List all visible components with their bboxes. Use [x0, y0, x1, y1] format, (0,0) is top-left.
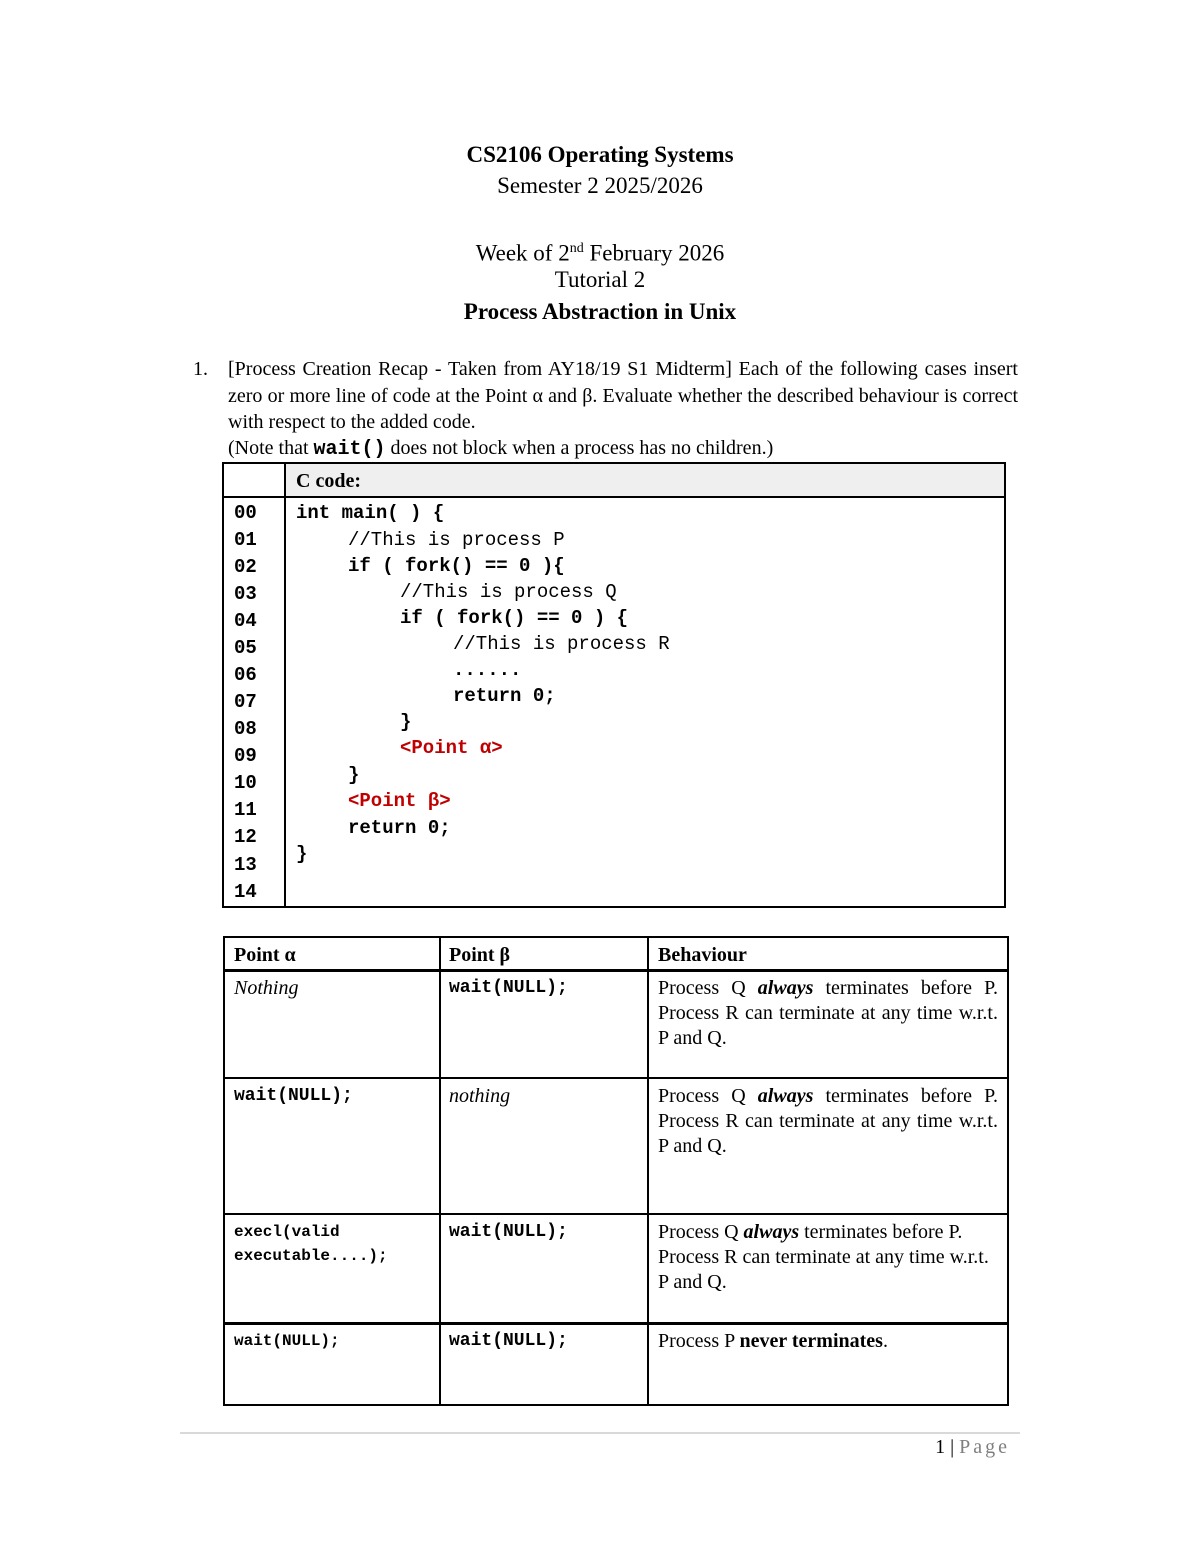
row2-behaviour [658, 1084, 998, 1159]
row-divider [225, 969, 1007, 972]
code-line: if ( fork() == 0 ) { [400, 607, 629, 629]
question-note [228, 435, 1018, 463]
code-line: } [400, 711, 412, 733]
line-number: 09 [234, 745, 257, 767]
week-suffix: February 2026 [583, 240, 725, 266]
course-title: CS2106 Operating Systems [466, 142, 734, 167]
note-prefix: (Note that [228, 437, 314, 459]
note-code: wait() [313, 438, 386, 461]
code-header-label: C code: [296, 470, 361, 492]
topic-title: Process Abstraction in Unix [463, 299, 737, 324]
line-number: 14 [234, 881, 257, 903]
header-point-alpha: Point α [234, 944, 296, 966]
week-sup: nd [569, 241, 584, 256]
code-line: return 0; [348, 817, 451, 839]
week-line [0, 235, 1200, 267]
code-comment: //This is process R [453, 633, 670, 655]
row3-beta: wait(NULL); [449, 1222, 568, 1242]
row3-behaviour [658, 1220, 998, 1295]
line-number-column [224, 498, 286, 906]
behaviour-text: . [882, 1330, 888, 1352]
behaviour-text: terminates before P. Process R can terminate at any time w.r.t. P and Q. [658, 977, 999, 1049]
row4-beta: wait(NULL); [449, 1331, 568, 1351]
row3-alpha-line2: executable....); [234, 1247, 388, 1265]
behaviour-table [223, 936, 1009, 1406]
week-prefix: Week of 2 [475, 240, 570, 266]
code-table-header-number-cell [224, 464, 286, 496]
behaviour-text: Process P [658, 1330, 740, 1352]
code-comment: //This is process P [348, 529, 565, 551]
behaviour-text: Process Q [658, 977, 758, 999]
question-text: [Process Creation Recap - Taken from AY18/19 S1 Midterm] Each of the following cases insert zero or more line of code at the Point α and β. Evaluate whether the described behaviour is correct with respect to the added code. [228, 358, 1018, 433]
note-suffix: does not block when a process has no children.) [385, 437, 774, 459]
point-alpha-marker: <Point α> [400, 737, 503, 759]
page-footer [935, 1436, 1010, 1459]
row1-behaviour [658, 976, 998, 1051]
row4-behaviour [658, 1329, 998, 1354]
code-table-header-cell [286, 464, 1004, 496]
column-divider [647, 938, 649, 1404]
line-number: 01 [234, 529, 257, 551]
line-number: 13 [234, 854, 257, 876]
behaviour-emphasis: always [743, 1221, 800, 1243]
line-number: 08 [234, 718, 257, 740]
column-divider [439, 938, 441, 1404]
row-divider [225, 1077, 1007, 1079]
tutorial-number: Tutorial 2 [554, 267, 646, 292]
behaviour-emphasis: always [757, 1085, 814, 1107]
code-line: if ( fork() == 0 ){ [348, 555, 565, 577]
line-number: 06 [234, 664, 257, 686]
code-line: return 0; [453, 685, 556, 707]
behaviour-text: Process Q [658, 1221, 744, 1243]
code-line: } [296, 843, 308, 865]
semester: Semester 2 2025/2026 [497, 173, 703, 198]
row1-alpha: Nothing [234, 977, 299, 999]
line-number: 07 [234, 691, 257, 713]
line-number: 05 [234, 637, 257, 659]
code-line: ...... [453, 659, 522, 681]
behaviour-text: Process Q [658, 1085, 758, 1107]
line-number: 12 [234, 826, 257, 848]
row1-beta: wait(NULL); [449, 978, 568, 998]
code-comment: //This is process Q [400, 581, 617, 603]
page-label: Page [959, 1436, 1010, 1458]
behaviour-text: terminates before P. Process R can terminate at any time w.r.t. P and Q. [658, 1221, 989, 1293]
line-number: 11 [234, 799, 257, 821]
row-divider [225, 1322, 1007, 1325]
footer-rule [180, 1432, 1020, 1434]
behaviour-emphasis: always [757, 977, 814, 999]
page-number: 1 [935, 1436, 946, 1458]
row-divider [225, 1213, 1007, 1215]
code-line: int main( ) { [296, 502, 445, 524]
line-number: 02 [234, 556, 257, 578]
question-number: 1. [193, 358, 208, 380]
row2-beta: nothing [449, 1085, 511, 1107]
behaviour-emphasis: never terminates [739, 1330, 883, 1352]
line-number: 04 [234, 610, 257, 632]
point-beta-marker: <Point β> [348, 790, 451, 812]
row4-alpha: wait(NULL); [234, 1332, 340, 1350]
behaviour-text: terminates before P. Process R can terminate at any time w.r.t. P and Q. [658, 1085, 999, 1157]
line-number: 03 [234, 583, 257, 605]
line-number: 10 [234, 772, 257, 794]
row2-alpha: wait(NULL); [234, 1086, 353, 1106]
row3-alpha-line1: execl(valid [234, 1223, 340, 1241]
header-point-beta: Point β [449, 944, 511, 966]
code-table-header [224, 464, 1004, 498]
line-number: 00 [234, 502, 257, 524]
header-behaviour: Behaviour [658, 944, 747, 966]
code-table [222, 462, 1006, 908]
code-line: } [348, 764, 360, 786]
footer-separator: | [945, 1436, 960, 1458]
